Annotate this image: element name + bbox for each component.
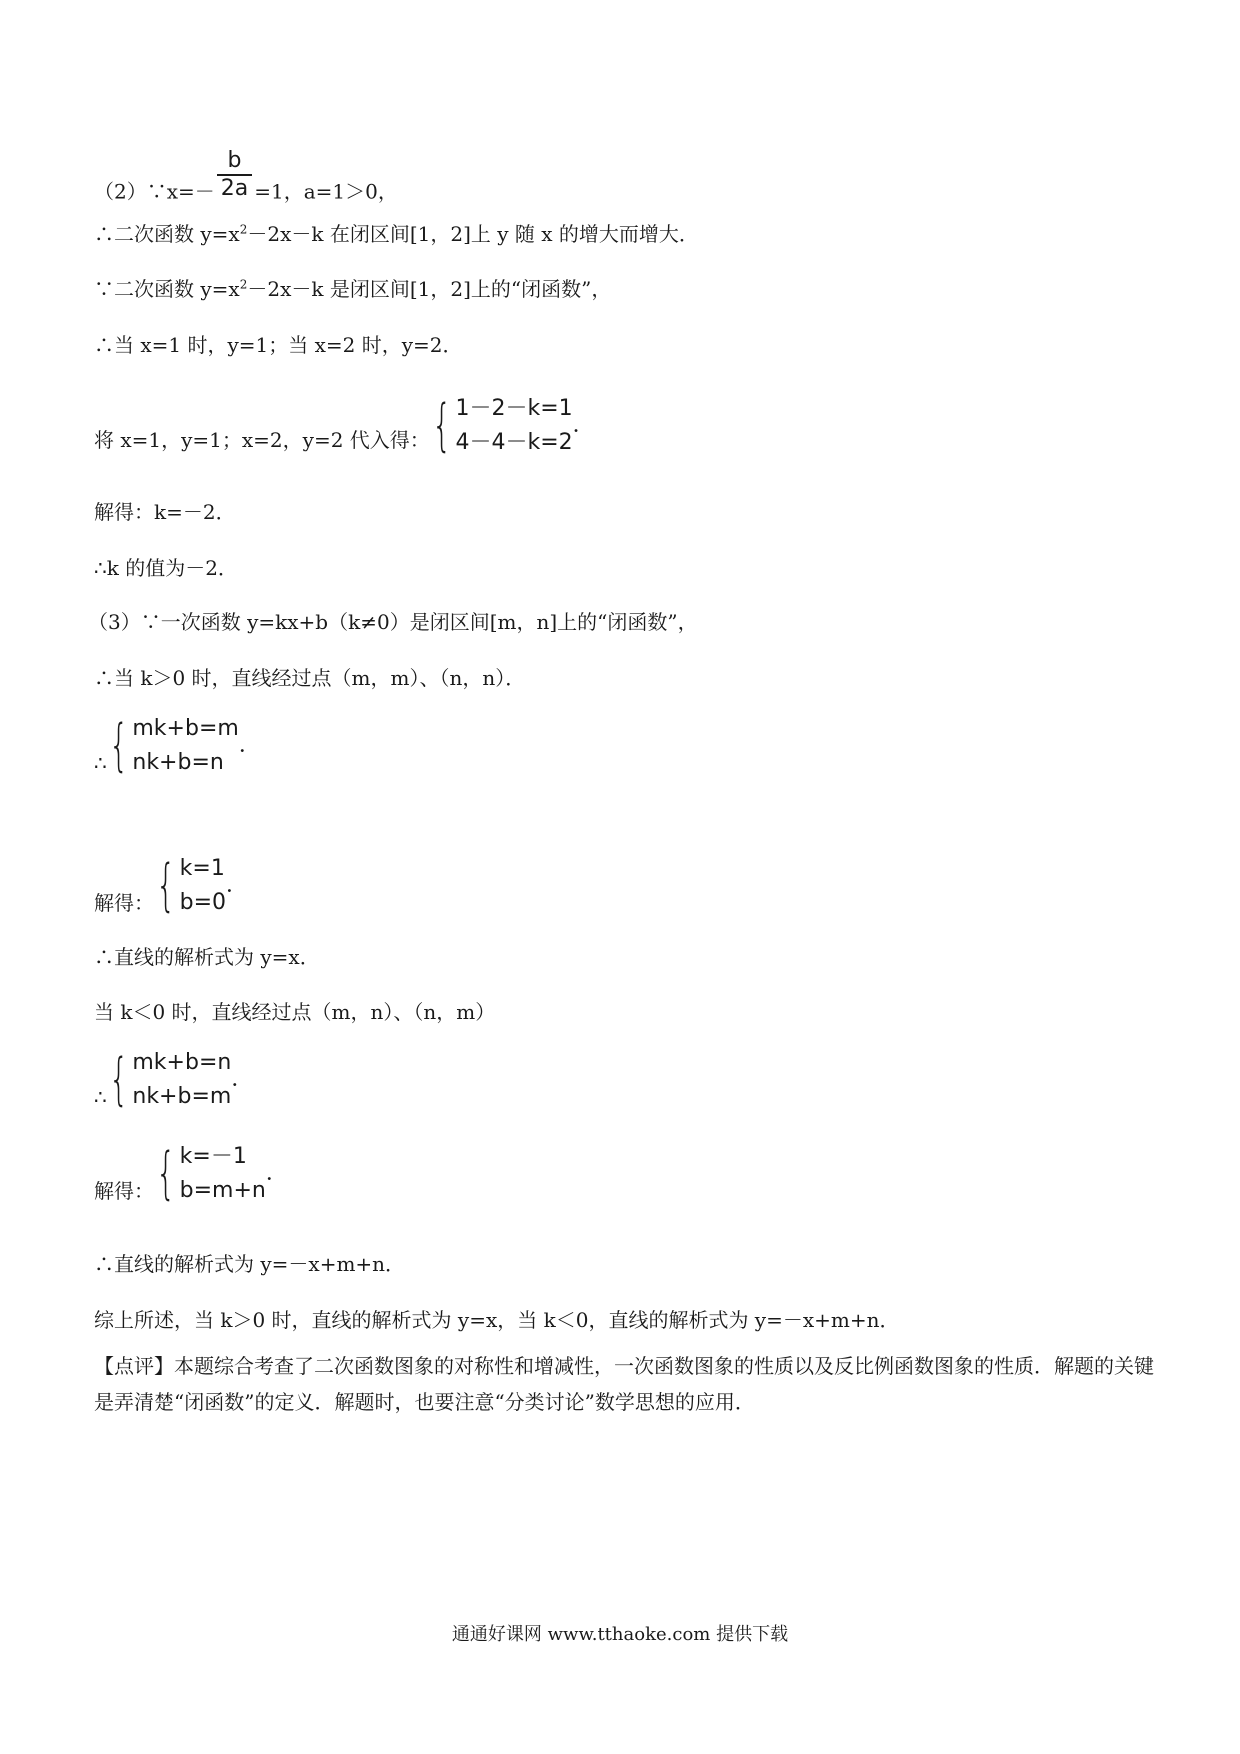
text-segment: 解得： — [94, 1179, 154, 1203]
text-segment: 将 x=1，y=1；x=2，y=2 代入得： — [94, 428, 430, 452]
comment-label: 【点评】 — [94, 1354, 174, 1378]
equation-system — [154, 1140, 266, 1208]
line-solution-negative — [94, 1140, 288, 1208]
left-brace-icon: { — [431, 393, 452, 458]
line-k-negative: 当 k＜0 时，直线经过点（m，n）、（n，m） — [94, 1000, 496, 1024]
equation-row: k=1 — [179, 856, 225, 881]
therefore-symbol: ∴ — [94, 751, 107, 775]
line-part2-start — [94, 148, 398, 220]
equation-row: nk+b=m — [132, 1084, 232, 1109]
period: ． — [226, 873, 249, 898]
line-result-positive: ∴直线的解析式为 y=x． — [94, 945, 320, 969]
line-system-negative — [94, 1046, 253, 1114]
superscript: 2 — [239, 222, 248, 237]
page-footer: 通通好课网 www.tthaoke.com 提供下载 — [451, 1624, 789, 1645]
fraction-denominator: 2a — [220, 176, 249, 201]
equation-row: mk+b=m — [132, 716, 239, 741]
equation-row: b=0 — [179, 890, 227, 915]
text-segment: （2）∵x=－ — [94, 179, 215, 204]
line-substitute-system — [94, 392, 595, 460]
equation-row: b=m+n — [179, 1178, 266, 1203]
line-summary: 综上所述，当 k＞0 时，直线的解析式为 y=x，当 k＜0，直线的解析式为 y=－x+m+n． — [94, 1308, 900, 1332]
text-segment: －2x－k 是闭区间[1，2]上的“闭函数”， — [247, 277, 612, 301]
line-solve-k: 解得：k=－2． — [94, 500, 236, 524]
line-k-positive: ∴当 k＞0 时，直线经过点（m，m）、（n，n）． — [94, 666, 526, 690]
line-increasing — [94, 220, 699, 248]
text-segment: ∵二次函数 y=x — [94, 277, 240, 301]
left-brace-icon: { — [156, 1141, 176, 1206]
equation-system — [107, 712, 239, 780]
equation-row: mk+b=n — [132, 1050, 232, 1075]
period: ． — [231, 1067, 254, 1092]
text-segment: －2x－k 在闭区间[1，2]上 y 随 x 的增大而增大． — [247, 222, 699, 246]
left-brace-icon: { — [108, 1047, 129, 1112]
period: ． — [265, 1161, 288, 1186]
text-segment: ∴二次函数 y=x — [94, 222, 240, 246]
equation-system — [107, 1046, 232, 1114]
equation-row: 1－2－k=1 — [455, 396, 573, 421]
line-values: ∴当 x=1 时，y=1；当 x=2 时，y=2． — [94, 333, 463, 357]
text-segment: 解得： — [94, 891, 154, 915]
period: ． — [238, 733, 261, 758]
fraction-numerator: b — [217, 148, 252, 176]
comment-text: 本题综合考查了二次函数图象的对称性和增减性，一次函数图象的性质以及反比例函数图象的性质．解题的关键是弄清楚“闭函数”的定义．解题时，也要注意“分类讨论”数学思想的应用． — [94, 1354, 1154, 1414]
equation-row: 4－4－k=2 — [455, 430, 573, 455]
line-closed-function — [94, 275, 611, 303]
fraction-b-over-2a — [217, 148, 252, 202]
line-system-positive — [94, 712, 261, 780]
superscript: 2 — [239, 277, 248, 292]
line-k-value: ∴k 的值为－2． — [94, 556, 238, 580]
comment-paragraph — [94, 1348, 1154, 1420]
equation-row: k=－1 — [179, 1144, 247, 1169]
line-result-negative: ∴直线的解析式为 y=－x+m+n． — [94, 1252, 406, 1276]
text-segment: =1，a=1＞0， — [254, 179, 398, 204]
equation-system — [430, 392, 573, 460]
period: ． — [572, 413, 595, 438]
left-brace-icon: { — [156, 853, 176, 918]
equation-row: nk+b=n — [132, 750, 224, 775]
therefore-symbol: ∴ — [94, 1085, 107, 1109]
line-solution-positive — [94, 852, 248, 920]
line-part3-start: （3）∵一次函数 y=kx+b（k≠0）是闭区间[m，n]上的“闭函数”， — [88, 610, 698, 634]
equation-system — [154, 852, 226, 920]
left-brace-icon: { — [108, 713, 129, 778]
